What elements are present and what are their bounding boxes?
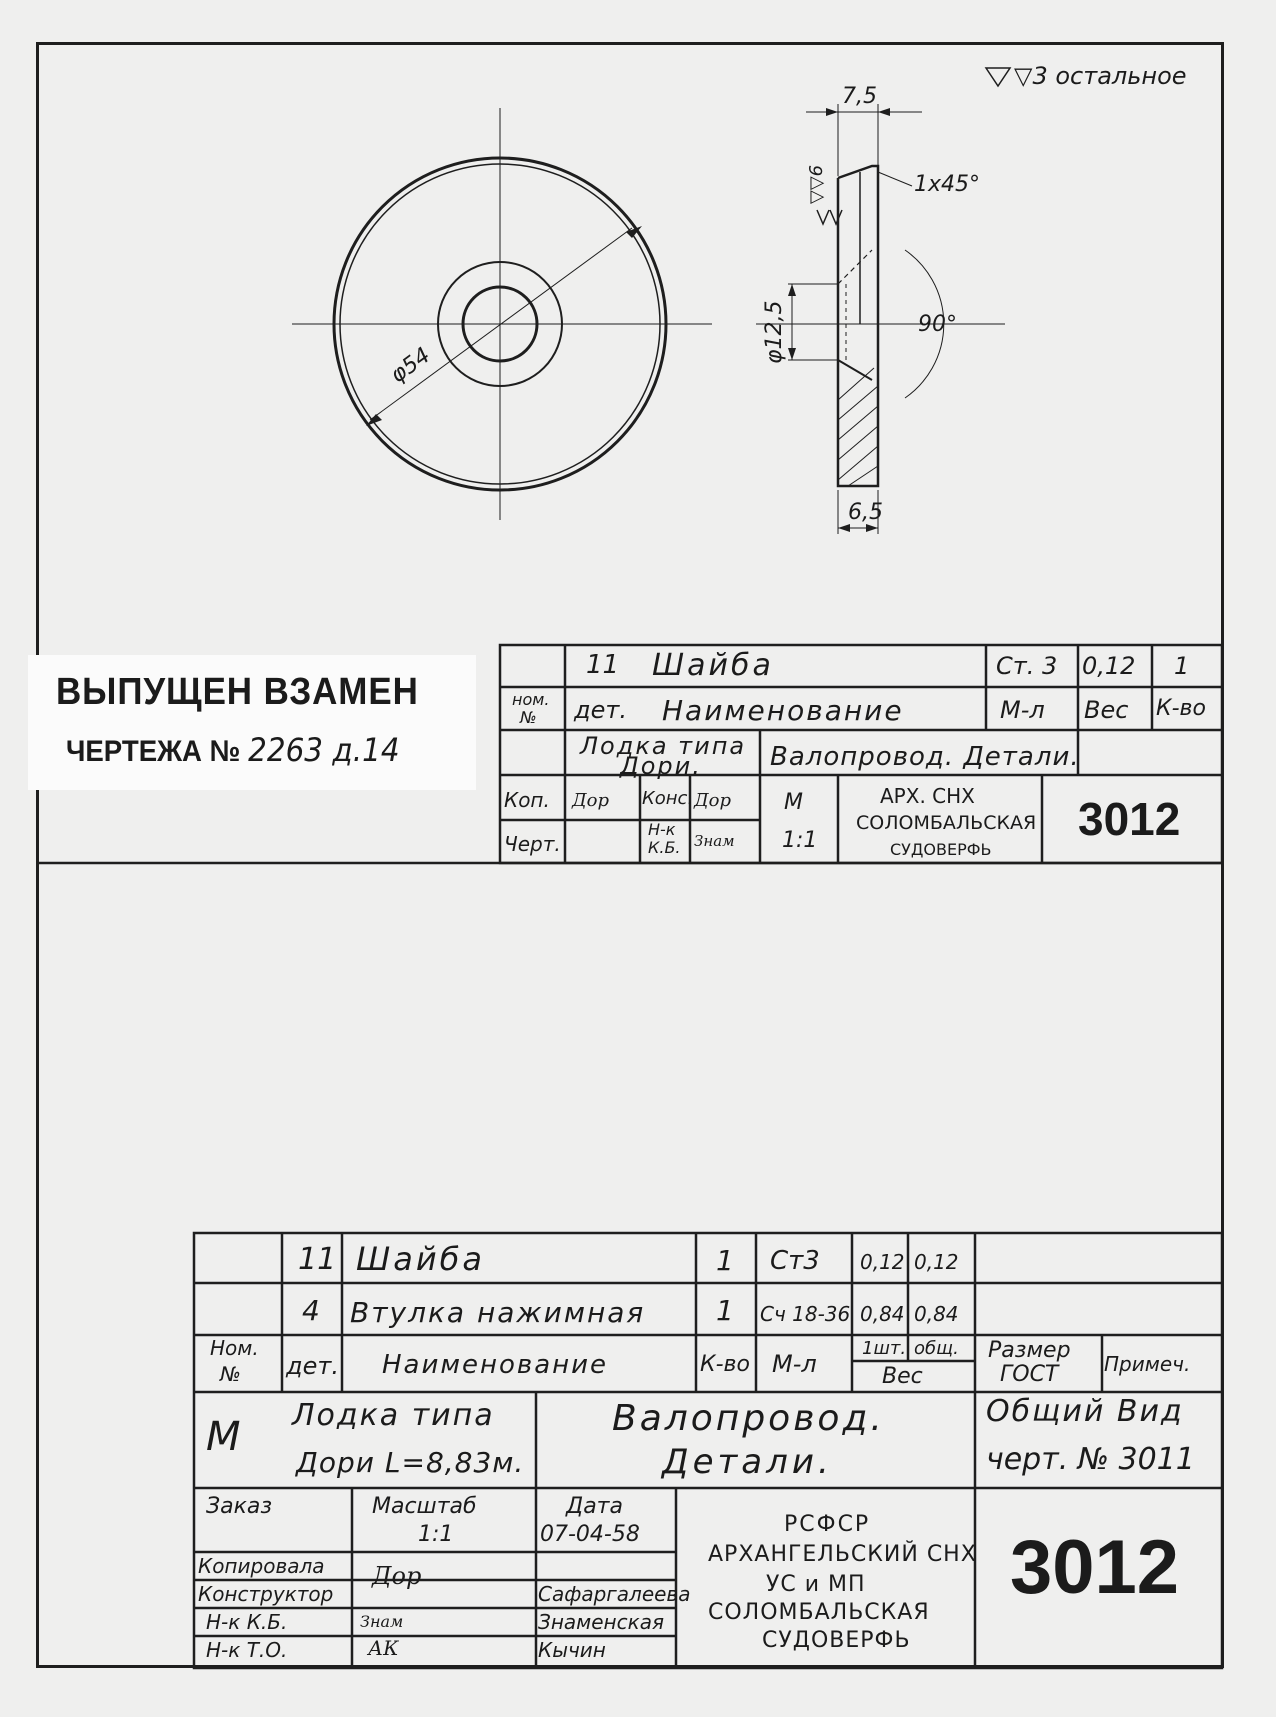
lower-hdr-size2: ГОСТ (1000, 1362, 1059, 1387)
lower-boat2: Дори L=8,83м. (296, 1446, 525, 1479)
stamp-line1: ВЫПУЩЕН ВЗАМЕН (56, 671, 419, 713)
lower-order: Заказ (206, 1494, 273, 1519)
lower-hdr-mat: М-л (772, 1350, 817, 1378)
lower-hdr-name: Наименование (382, 1350, 609, 1380)
lower-name-designer: Сафаргалеева (538, 1582, 691, 1606)
upper-number: 3012 (1078, 793, 1181, 845)
lower-title2: Детали. (662, 1442, 833, 1482)
lower-general1: Общий Вид (986, 1394, 1184, 1429)
lower-hdr-ves: Вес (882, 1364, 923, 1389)
upper-kop: Коп. (504, 788, 550, 812)
width-top-dim: 7,5 (842, 84, 877, 109)
upper-hdr-no: № (520, 708, 537, 727)
lower-hdr-det: дет. (286, 1352, 339, 1380)
lower-hdr-nom: Ном. (210, 1336, 259, 1360)
upper-hdr-mat: М-л (1000, 696, 1045, 724)
stamp-value: 2263 д.14 (248, 731, 400, 769)
signature-nkto: АК (368, 1636, 399, 1660)
upper-scale-label: М (784, 790, 803, 815)
lower-row2-w2: 0,84 (914, 1302, 959, 1326)
signature-nkkb: Знам (694, 832, 735, 850)
lower-org3: УС и МП (766, 1572, 866, 1597)
lower-boat1: Лодка типа (292, 1398, 495, 1433)
upper-weight: 0,12 (1082, 652, 1136, 680)
upper-org1: АРХ. СНХ (880, 784, 975, 808)
lower-hdr-obsh: общ. (914, 1338, 959, 1359)
lower-hdr-qty: К-во (700, 1352, 750, 1377)
outer-dia-dim: φ54 (386, 343, 436, 389)
upper-hdr-name: Наименование (662, 694, 904, 727)
lower-hdr-no: № (220, 1362, 241, 1386)
upper-kons: Конс. (642, 788, 694, 809)
lower-scale-label: Масштаб (372, 1494, 477, 1519)
signature-kons: Дор (694, 790, 731, 811)
lower-row1-w2: 0,12 (914, 1250, 959, 1274)
stamp-label: ЧЕРТЕЖА № (66, 735, 241, 768)
upper-chert: Черт. (504, 832, 561, 856)
lower-nkto: Н-к Т.О. (206, 1638, 288, 1662)
upper-material: Ст. 3 (996, 652, 1058, 680)
stamp-line2 (66, 731, 400, 769)
upper-org3: СУДОВЕРФЬ (890, 840, 992, 859)
lower-number: 3012 (1010, 1525, 1180, 1610)
roughness-mark: ▽▽6 (806, 164, 827, 204)
upper-hdr-weight: Вес (1084, 696, 1129, 724)
lower-row1-w1: 0,12 (860, 1250, 905, 1274)
lower-nkkb: Н-к К.Б. (206, 1610, 288, 1634)
lower-name-nkto: Кычин (538, 1638, 606, 1662)
upper-hdr-qty: К-во (1156, 696, 1206, 721)
replacement-stamp (28, 655, 476, 790)
side-profile (838, 166, 878, 486)
lower-row2-mat: Сч 18-36 (760, 1302, 851, 1326)
lower-row1-qty: 1 (716, 1244, 734, 1277)
lower-row2-w1: 0,84 (860, 1302, 905, 1326)
lower-title1: Валопровод. (612, 1398, 885, 1439)
upper-assembly: Валопровод. Детали. (770, 742, 1080, 772)
upper-hdr-nom: ном. (512, 690, 550, 709)
width-bottom-dim: 6,5 (848, 500, 883, 525)
lower-date: 07-04-58 (540, 1522, 640, 1547)
angle-dim: 90° (918, 312, 957, 337)
bore-dia-dim: φ12,5 (762, 300, 787, 364)
upper-boat-line1: Лодка типа (580, 732, 747, 760)
lower-row2-name: Втулка нажимная (350, 1296, 646, 1329)
lower-org1: РСФСР (784, 1512, 871, 1537)
lower-copied: Копировала (198, 1554, 325, 1578)
lower-row1-det: 11 (298, 1242, 337, 1277)
lower-m: М (206, 1414, 241, 1460)
lower-row2-det: 4 (302, 1294, 320, 1327)
upper-hdr-det: дет. (574, 696, 627, 724)
upper-org2: СОЛОМБАЛЬСКАЯ (856, 812, 1037, 834)
chamfer-dim: 1x45° (914, 172, 981, 197)
signature-designer: Дор (372, 1562, 422, 1590)
lower-scale: 1:1 (418, 1522, 454, 1547)
lower-row1-name: Шайба (356, 1240, 485, 1278)
lower-hdr-note: Примеч. (1104, 1352, 1191, 1376)
lower-org5: СУДОВЕРФЬ (762, 1628, 911, 1653)
upper-qty: 1 (1174, 652, 1190, 680)
lower-org4: СОЛОМБАЛЬСКАЯ (708, 1600, 930, 1625)
lower-org2: АРХАНГЕЛЬСКИЙ СНХ (708, 1542, 977, 1567)
lower-date-label: Дата (566, 1494, 623, 1519)
upper-scale: 1:1 (782, 828, 818, 853)
lower-hdr-size1: Размер (988, 1338, 1071, 1363)
surface-note: ▽3 остальное (1014, 62, 1187, 90)
signature-nkkb-lower: Знам (360, 1612, 404, 1631)
upper-item-no: 11 (586, 650, 620, 680)
lower-general2: черт. № 3011 (986, 1442, 1195, 1477)
signature-kop: Дор (572, 790, 609, 811)
upper-nk: Н-к (648, 820, 676, 839)
lower-designer: Конструктор (198, 1582, 334, 1606)
lower-name-nkkb: Знаменская (538, 1610, 664, 1634)
lower-row1-mat: Ст3 (770, 1246, 820, 1276)
lower-hdr-1sht: 1шт. (862, 1338, 907, 1359)
upper-boat-line2: Дори. (620, 752, 702, 780)
upper-item-name: Шайба (652, 648, 774, 683)
lower-row2-qty: 1 (716, 1294, 734, 1327)
upper-kb: К.Б. (648, 838, 681, 857)
